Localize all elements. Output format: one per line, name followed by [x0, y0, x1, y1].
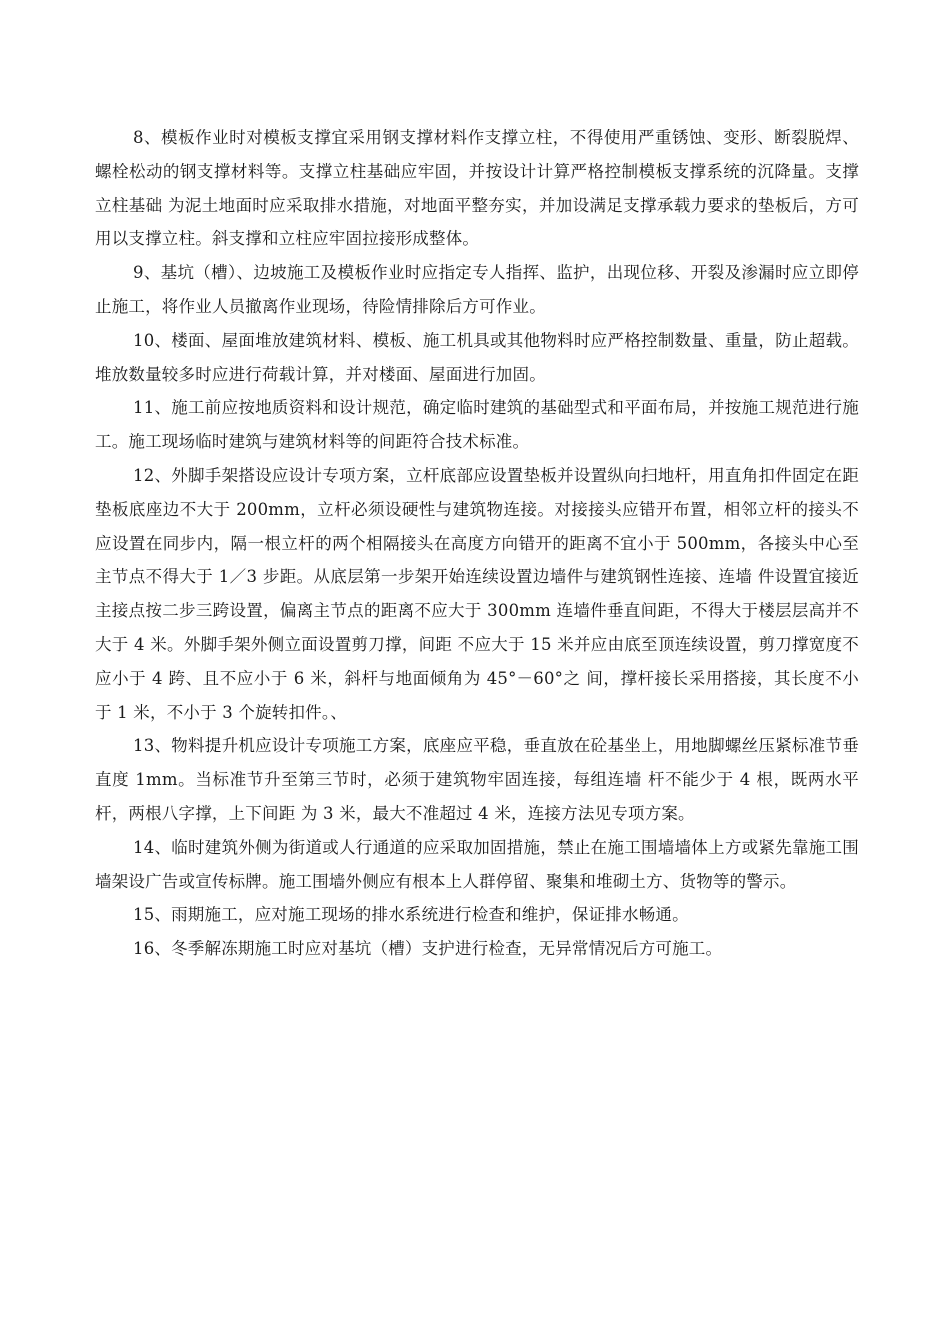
paragraph-item-10: 10、楼面、屋面堆放建筑材料、模板、施工机具或其他物料时应严格控制数量、重量，防止超载。堆放数量较多时应进行荷载计算，并对楼面、屋面进行加固。	[95, 330, 859, 384]
document-body	[95, 121, 859, 966]
paragraph-item-8: 8、模板作业时对模板支撑宜采用钢支撑材料作支撑立柱，不得使用严重锈蚀、变形、断裂脱焊、螺栓松动的钢支撑材料等。支撑立柱基础应牢固，并按设计计算严格控制模板支撑系统的沉降量。支撑立柱基础 为泥土地面时应采取排水措施，对地面平整夯实，并加设满足支撑承载力要求的垫板后，方可用以支撑立柱。斜支撑和立柱应牢固拉接形成整体。	[95, 128, 859, 249]
paragraph-item-14: 14、临时建筑外侧为街道或人行通道的应采取加固措施，禁止在施工围墙墙体上方或紧先靠施工围墙架设广告或宣传标牌。施工围墙外侧应有根本上人群停留、聚集和堆砌土方、货物等的警示。	[95, 837, 859, 891]
paragraph-item-15: 15、雨期施工，应对施工现场的排水系统进行检查和维护，保证排水畅通。	[133, 905, 689, 925]
paragraph-item-16: 16、冬季解冻期施工时应对基坑（槽）支护进行检查，无异常情况后方可施工。	[133, 939, 723, 959]
paragraph-item-9: 9、基坑（槽）、边坡施工及模板作业时应指定专人指挥、监护，出现位移、开裂及渗漏时应立即停止施工，将作业人员撤离作业现场，待险情排除后方可作业。	[95, 263, 859, 316]
paragraph-item-12: 12、外脚手架搭设应设计专项方案，立杆底部应设置垫板并设置纵向扫地杆，用直角扣件固定在距垫板底座边不大于 200mm，立杆必须设硬性与建筑物连接。对接接头应错开布置，相邻立杆的接头不应设置在同步内，隔一根立杆的两个相隔接头在高度方向错开的距离不宜小于 500mm，各接头中心至主节点不得大于 1／3 步距。从底层第一步架开始连续设置边墙件与建筑钢性连接、连墙 件设置宜接近主接点按二步三跨设置，偏离主节点的距离不应大于 300mm 连墙件垂直间距，不得大于楼层层高并不大于 4 米。外脚手架外侧立面设置剪刀撑，间距 不应大于 15 米并应由底至顶连续设置，剪刀撑宽度不应小于 4 跨、且不应小于 6 米，斜杆与地面倾角为 45°－60°之 间，撑杆接长采用搭接，其长度不小于 1 米，不小于 3 个旋转扣件。、	[95, 465, 859, 722]
paragraph-item-11: 11、施工前应按地质资料和设计规范，确定临时建筑的基础型式和平面布局，并按施工规范进行施工。施工现场临时建筑与建筑材料等的间距符合技术标准。	[95, 398, 859, 452]
paragraph-item-13: 13、物料提升机应设计专项施工方案，底座应平稳，垂直放在砼基坐上，用地脚螺丝压紧标准节垂直度 1mm。当标准节升至第三节时，必须于建筑物牢固连接，每组连墙 杆不能少于 4 根，既两水平杆，两根八字撑，上下间距 为 3 米，最大不准超过 4 米，连接方法见专项方案。	[95, 736, 859, 823]
